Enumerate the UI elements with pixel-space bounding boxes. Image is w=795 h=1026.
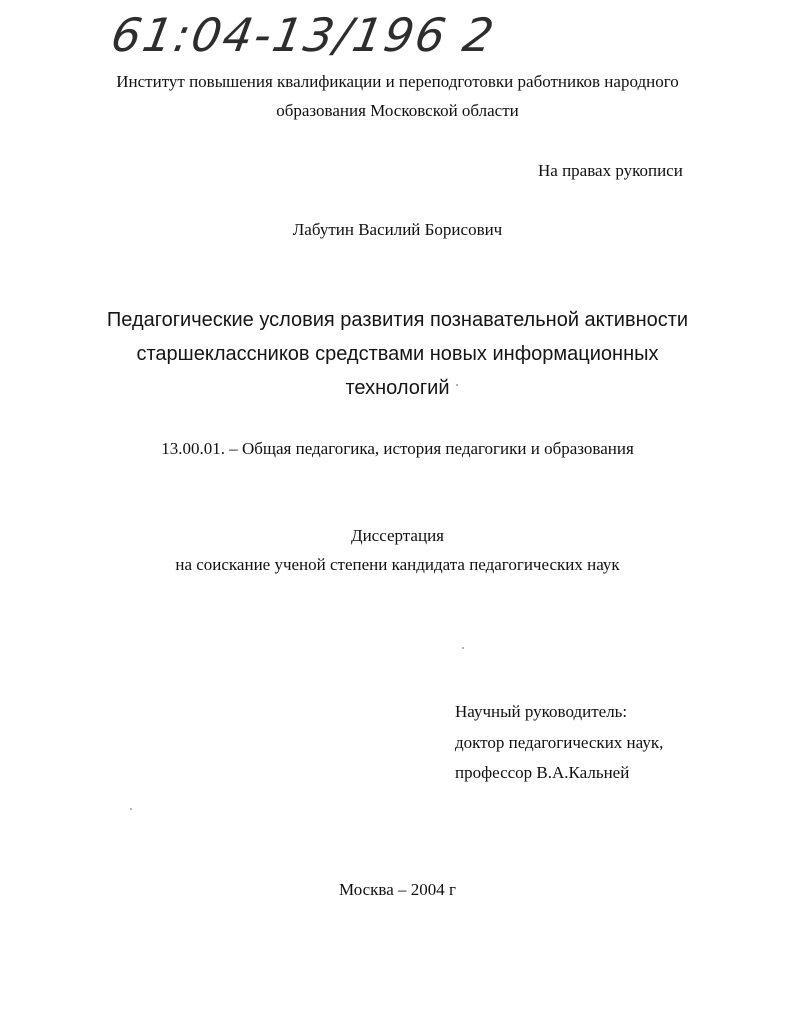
- work-type-label: Диссертация: [350, 526, 444, 545]
- institution-line-1: Институт повышения квалификации и переподготовки работников народного: [116, 72, 679, 91]
- scan-speck: [462, 647, 464, 649]
- supervisor-label: Научный руководитель:: [455, 702, 628, 721]
- specialty-code: 13.00.01. – Общая педагогика, история педагогики и образования: [161, 439, 634, 458]
- title-line-2: старшеклассников средствами новых информационных: [136, 343, 659, 365]
- title-line-1: Педагогические условия развития познавательной активности: [106, 309, 689, 331]
- institution-line-2: образования Московской области: [276, 101, 519, 120]
- rights-note: На правах рукописи: [538, 161, 683, 180]
- archive-handwritten-mark: 61:04-13/196 2: [107, 8, 500, 62]
- title-line-3: технологий: [345, 377, 450, 399]
- author-name: Лабутин Василий Борисович: [292, 220, 503, 239]
- place-and-year: Москва – 2004 г: [339, 880, 456, 899]
- work-type-degree: на соискание ученой степени кандидата педагогических наук: [175, 555, 620, 574]
- dissertation-title: [0, 303, 795, 405]
- scan-speck: [130, 808, 132, 810]
- scan-speck: [456, 384, 458, 386]
- supervisor-degree: доктор педагогических наук,: [455, 733, 664, 752]
- supervisor-name: профессор В.А.Кальней: [455, 763, 630, 782]
